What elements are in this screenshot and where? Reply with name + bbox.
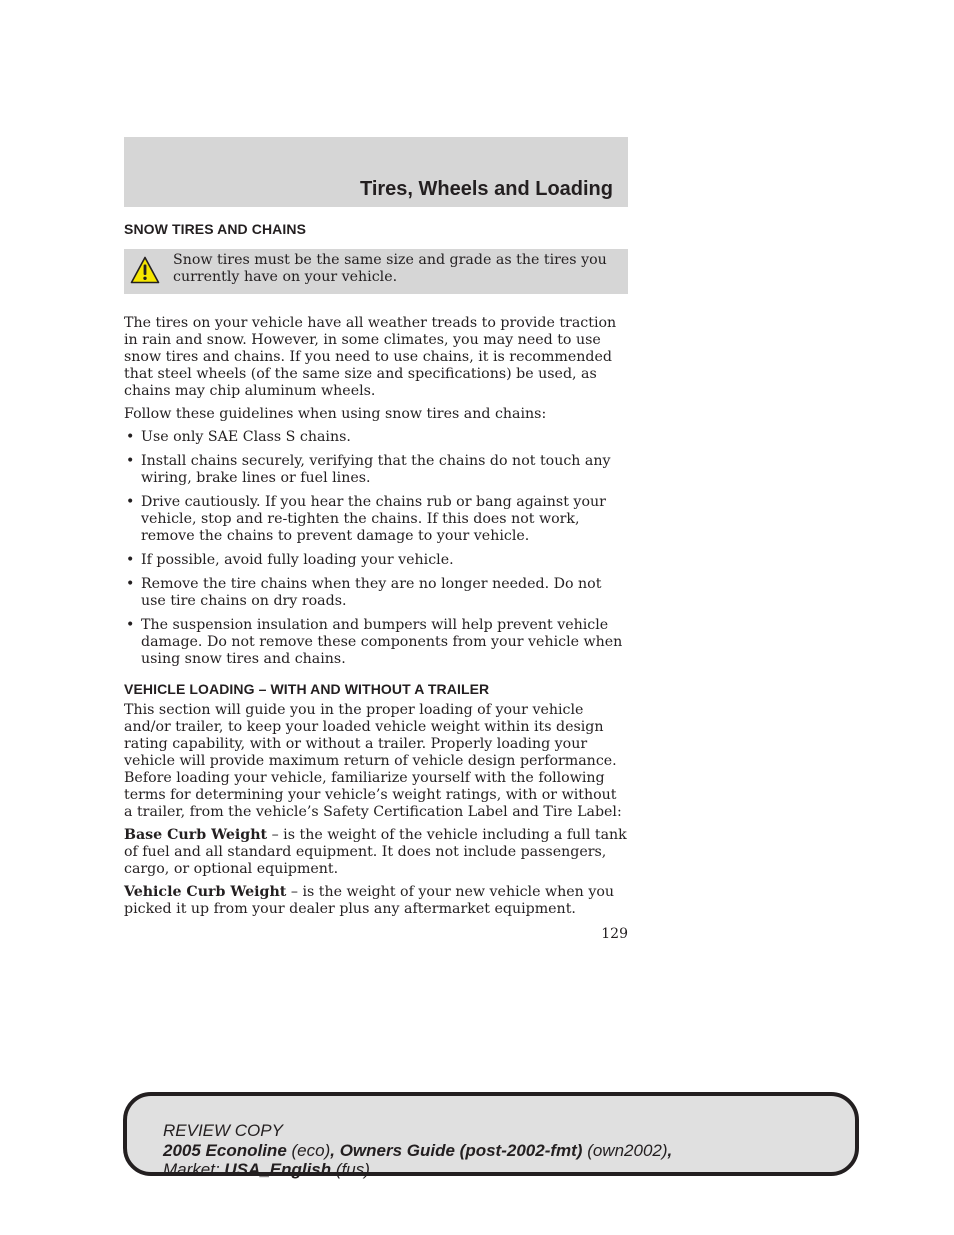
- list-item: • Use only SAE Class S chains.: [124, 429, 628, 446]
- review-copy-footer: [123, 1092, 859, 1179]
- vehicle-curb-weight-definition: [124, 884, 628, 918]
- section-header-band: [124, 137, 628, 207]
- warning-box: [124, 249, 628, 294]
- page-content: [124, 220, 628, 924]
- list-item: • The suspension insulation and bumpers will help prevent vehicle damage. Do not remove these components from your vehicle when using snow tires and chains.: [124, 617, 628, 668]
- footer-separator: ,: [667, 1140, 673, 1160]
- footer-model: 2005 Econoline: [163, 1140, 287, 1160]
- definition-text: – is the weight of the vehicle including a full tank of fuel and all standard equipment. It does not include passengers, cargo, or optional equipment.: [124, 827, 627, 877]
- warning-triangle-icon: [130, 256, 160, 284]
- footer-line-3: [163, 1160, 855, 1180]
- warning-text: Snow tires must be the same size and grade as the tires you currently have on your vehicle.: [173, 252, 607, 285]
- snow-tires-paragraph: The tires on your vehicle have all weather treads to provide traction in rain and snow. However, in some climates, you may need to use snow tires and chains. If you need to use chains, it is recommended that steel wheels (of the same size and specifications) be used, as chains may chip aluminum wheels.: [124, 315, 617, 399]
- footer-line-1: REVIEW COPY: [163, 1121, 283, 1140]
- footer-market-code: (fus): [331, 1160, 370, 1179]
- list-item: • If possible, avoid fully loading your vehicle.: [124, 552, 628, 569]
- footer-guide-code: (own2002): [582, 1140, 668, 1160]
- footer-separator: ,: [330, 1140, 340, 1160]
- term-vehicle-curb-weight: Vehicle Curb Weight: [124, 884, 287, 900]
- definition-text: – is the weight of your new vehicle when you picked it up from your dealer plus any aftermarket equipment.: [124, 884, 615, 917]
- page-number: 129: [601, 926, 628, 942]
- footer-line-2: [163, 1141, 855, 1161]
- footer-guide: Owners Guide (post-2002-fmt): [339, 1140, 583, 1160]
- list-item: • Remove the tire chains when they are no longer needed. Do not use tire chains on dry roads.: [124, 576, 628, 610]
- base-curb-weight-definition: [124, 827, 628, 878]
- section-heading-vehicle-loading: VEHICLE LOADING – WITH AND WITHOUT A TRAILER: [124, 681, 490, 697]
- footer-market-label: Market:: [163, 1160, 225, 1179]
- vehicle-loading-paragraph: This section will guide you in the proper loading of your vehicle and/or trailer, to keep your loaded vehicle weight within its design rating capability, with or without a trailer. Properly loading your vehicle will provide maximum return of vehicle design performance. Before loading your vehicle, familiarize yourself with the following terms for determining your vehicle’s weight ratings, with or without a trailer, from the vehicle’s Safety Certification Label and Tire Label:: [124, 702, 622, 820]
- footer-model-code: (eco): [286, 1140, 331, 1160]
- section-heading-snow-tires: SNOW TIRES AND CHAINS: [124, 221, 307, 237]
- guidelines-list: [124, 429, 628, 668]
- footer-market: USA_English: [224, 1160, 332, 1179]
- list-item: • Install chains securely, verifying that the chains do not touch any wiring, brake lines or fuel lines.: [124, 453, 628, 487]
- guidelines-intro: Follow these guidelines when using snow tires and chains:: [124, 406, 547, 422]
- list-item: • Drive cautiously. If you hear the chains rub or bang against your vehicle, stop and re-tighten the chains. If this does not work, remove the chains to prevent damage to your vehicle.: [124, 494, 628, 545]
- chapter-title: Tires, Wheels and Loading: [359, 178, 613, 200]
- term-base-curb-weight: Base Curb Weight: [124, 827, 268, 843]
